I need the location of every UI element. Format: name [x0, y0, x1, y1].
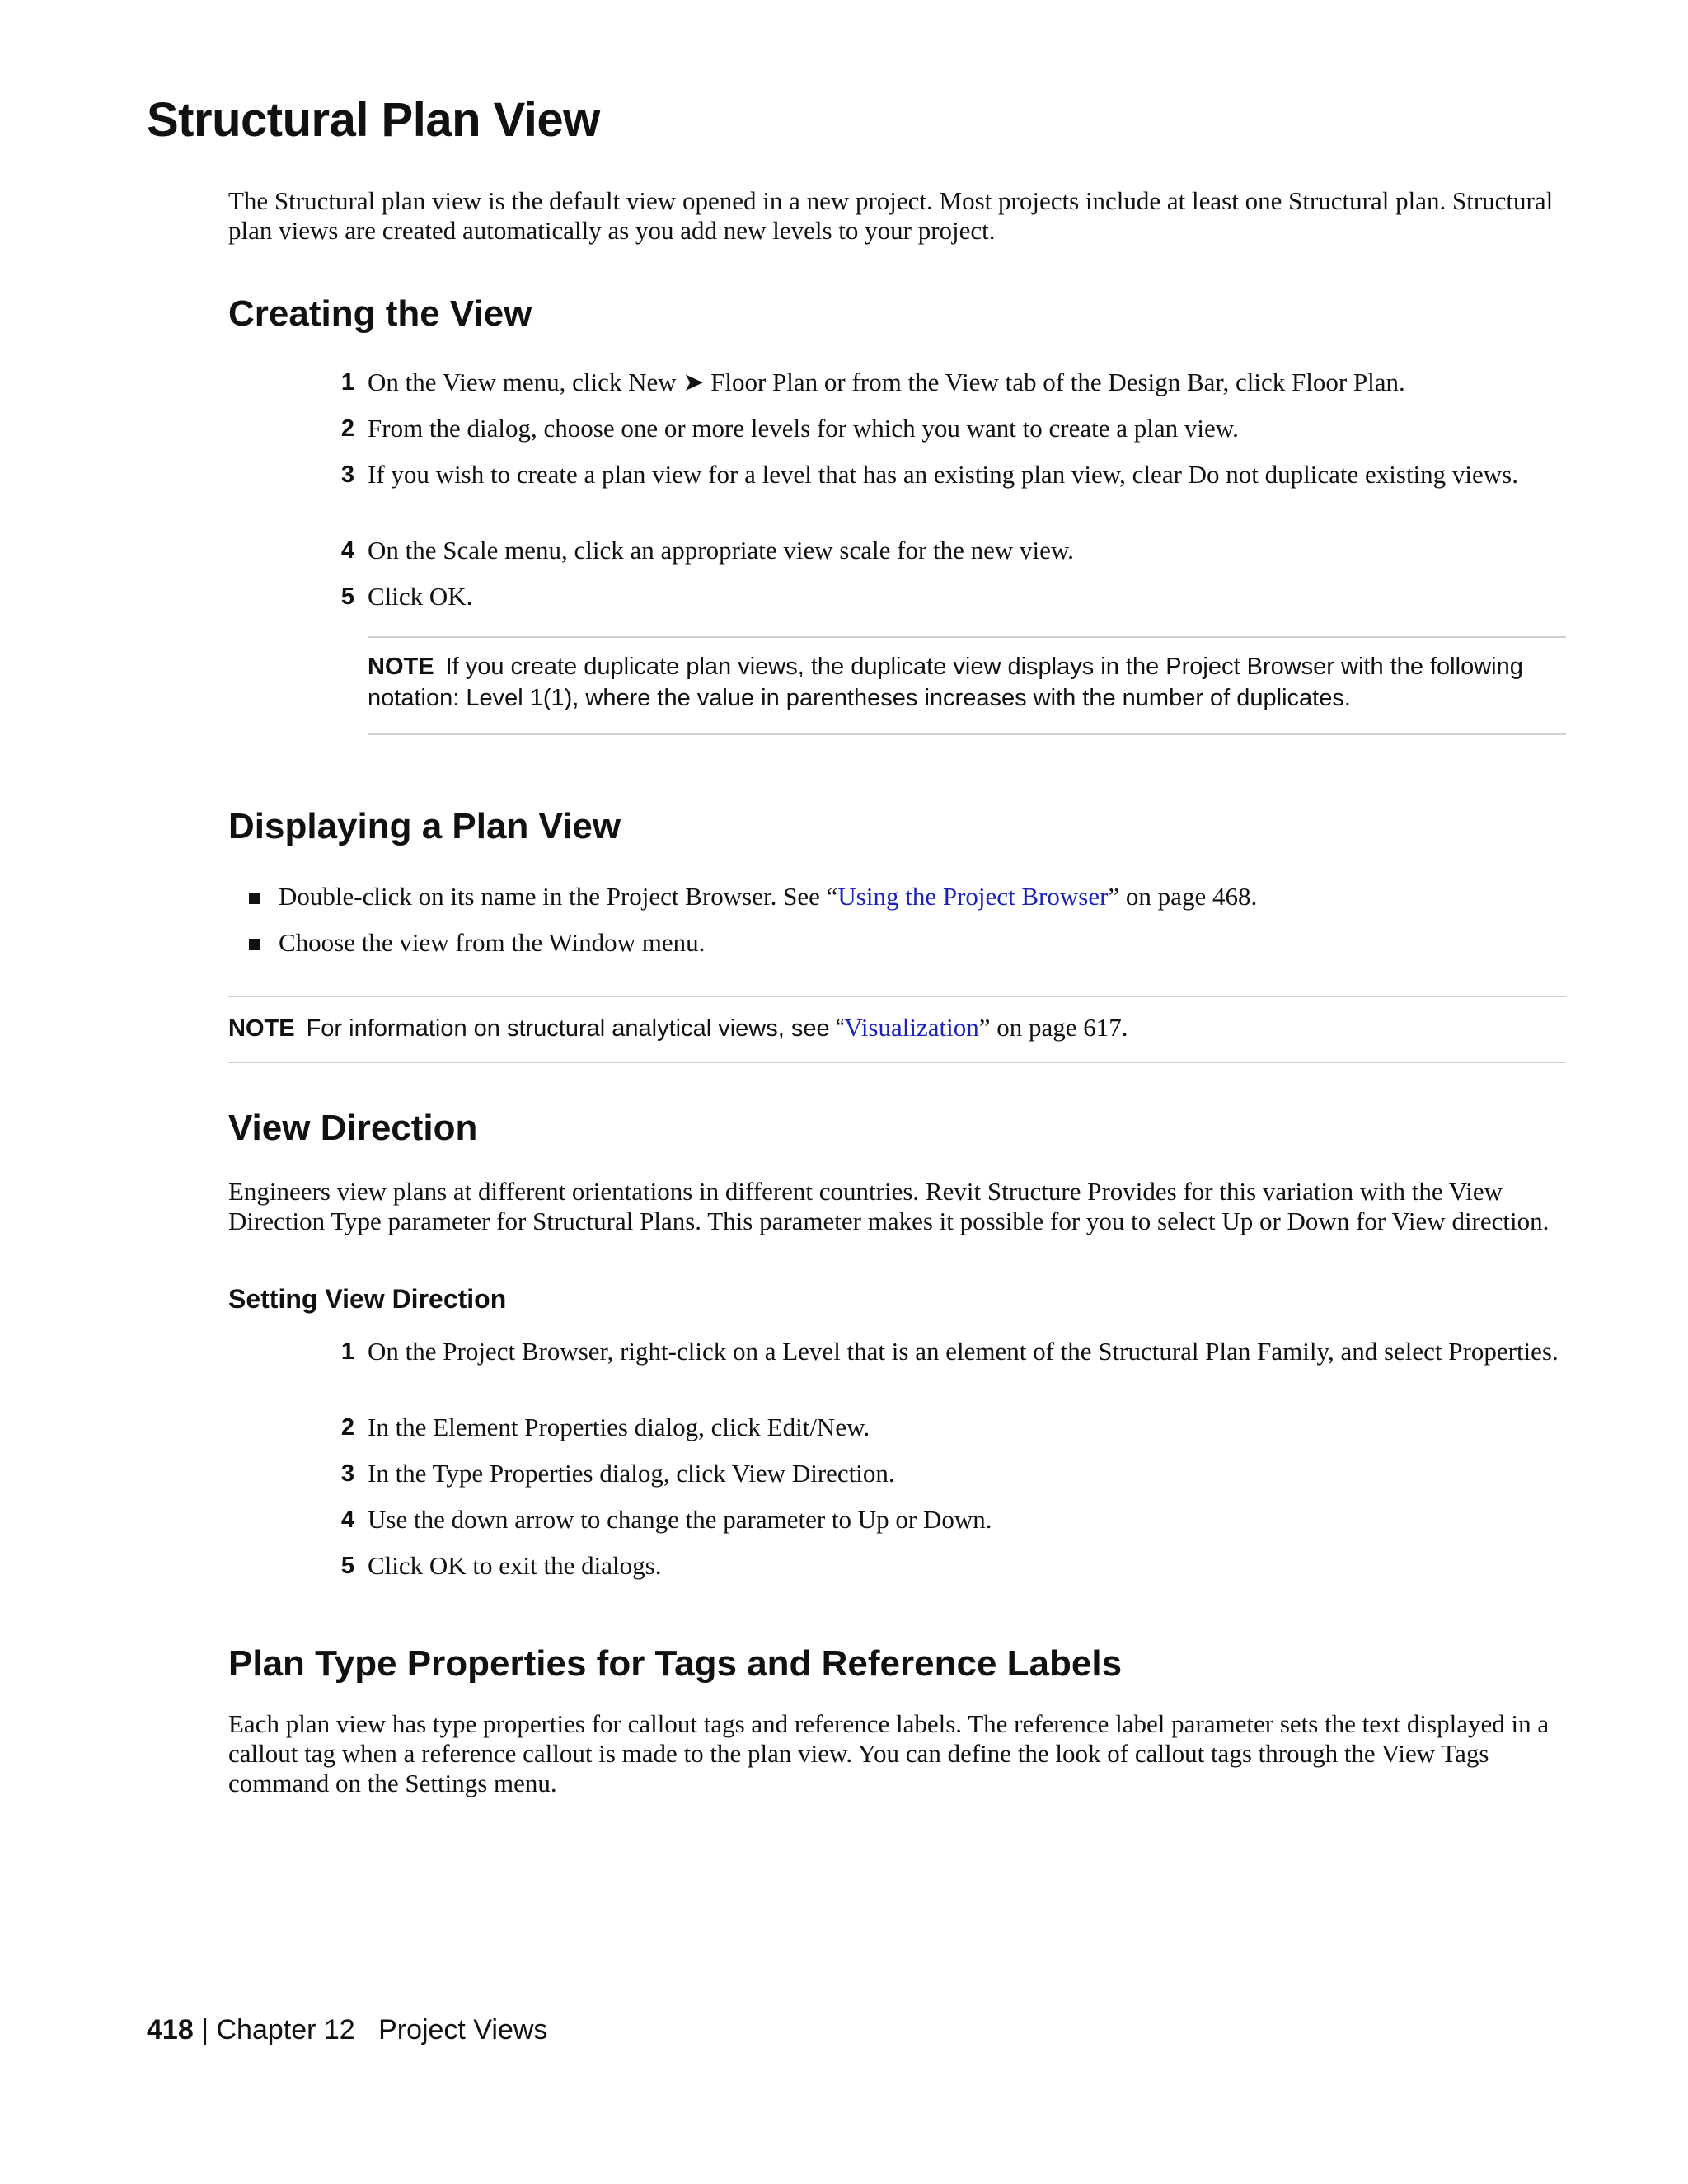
note-label: NOTE: [368, 654, 434, 680]
note-text: If you create duplicate plan views, the duplicate view displays in the Project Browser with the following notation: Level 1(1), where the value in parentheses increases with the number of duplicates.: [368, 654, 1523, 711]
note-divider-bottom: [228, 1062, 1566, 1063]
section-heading-plan-type-properties: Plan Type Properties for Tags and Reference Labels: [228, 1643, 1123, 1684]
direction-steps-list: 1 On the Project Browser, right-click on a Level that is an element of the Structural Plan Family, and select Properties. 2 In the Element Properties dialog, click Edit/New. 3 In the Type Properties dialog, click View Direction. 4 Use the down arrow to change the parameter to Up or Down. 5 Click OK to exit the dialogs.: [340, 1337, 1559, 1580]
footer-separator: |: [201, 2014, 209, 2046]
page-title: Structural Plan View: [147, 93, 600, 147]
link-visualization[interactable]: Visualization: [844, 1013, 979, 1042]
creating-note: [368, 651, 1566, 714]
note-label: NOTE: [228, 1015, 295, 1042]
note-divider-bottom: [368, 733, 1566, 735]
section-heading-view-direction: View Direction: [228, 1108, 478, 1148]
bullet-icon: [249, 893, 260, 904]
section-heading-creating: Creating the View: [228, 293, 532, 334]
footer-chapter-title: Project Views: [378, 2014, 548, 2046]
plan-type-paragraph: Each plan view has type properties for callout tags and reference labels. The reference label parameter sets the text displayed in a callout tag when a reference callout is made to the plan view. You can define the look of callout tags through the View Tags command on the Settings menu.: [228, 1709, 1550, 1797]
creating-steps-list: 1 On the View menu, click New ➤ Floor Plan or from the View tab of the Design Bar, click Floor Plan. 2 From the dialog, choose one or more levels for which you want to create a plan view. 3 If you wish to create a plan view for a level that has an existing plan view, clear Do not duplicate existing views. 4 On the Scale menu, click an appropriate view scale for the new view. 5 Click OK.: [340, 368, 1518, 611]
footer-chapter: Chapter 12: [216, 2014, 355, 2046]
section-heading-displaying: Displaying a Plan View: [228, 806, 621, 846]
subsection-heading-setting-view-direction: Setting View Direction: [228, 1284, 507, 1314]
page-footer: [147, 2014, 547, 2046]
note-divider-top: [368, 636, 1566, 638]
page-number: 418: [147, 2014, 194, 2046]
bullet-icon: [249, 939, 260, 950]
intro-paragraph: The Structural plan view is the default view opened in a new project. Most projects include at least one Structural plan. Structural plan views are created automatically as you add new levels to your project.: [228, 186, 1554, 245]
view-direction-paragraph: Engineers view plans at different orientations in different countries. Revit Structure Provides for this variation with the View Direction Type parameter for Structural Plans. This parameter makes it possible for you to select Up or Down for View direction.: [228, 1177, 1550, 1235]
displaying-note: NOTE For information on structural analytical views, see “Visualization” on page 617.: [228, 1013, 1128, 1042]
note-divider-top: [228, 996, 1566, 997]
link-using-project-browser[interactable]: Using the Project Browser: [837, 882, 1109, 911]
